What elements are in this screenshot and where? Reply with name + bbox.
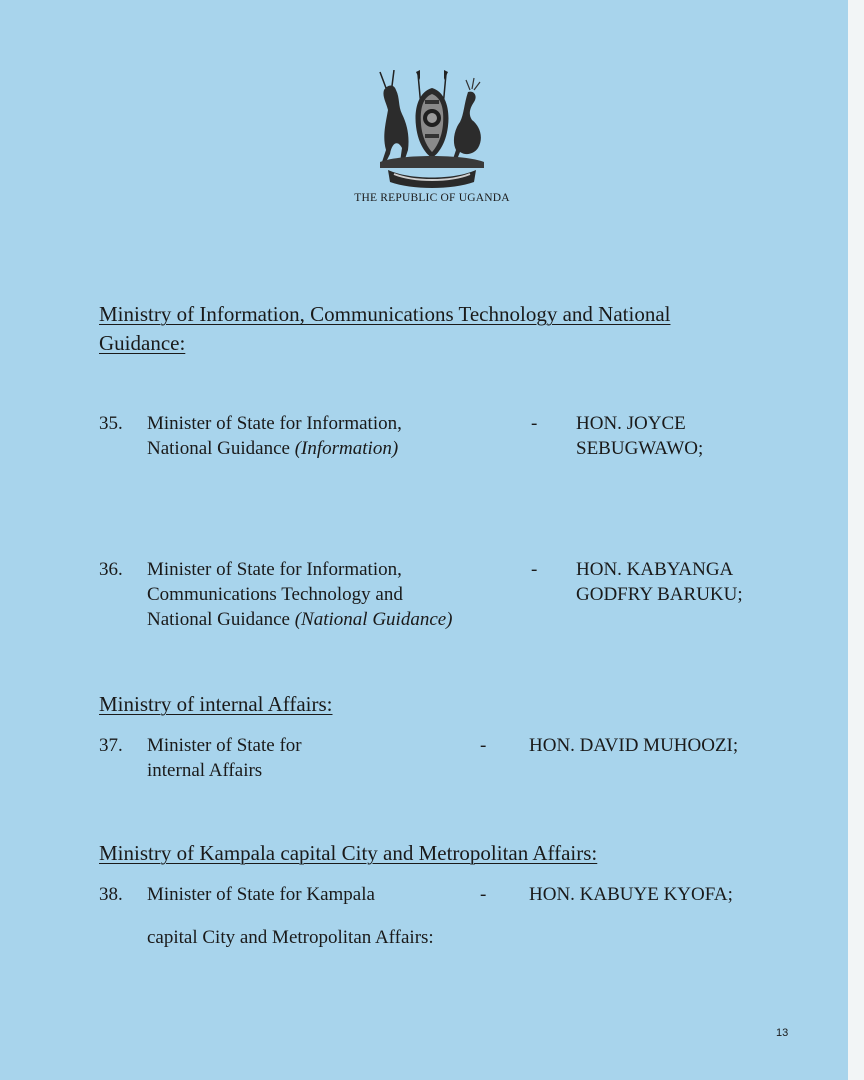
entry-title-italic: (Information): [294, 438, 399, 459]
entry-title-line: capital City and Metropolitan Affairs:: [147, 927, 434, 948]
entry-number: 36.: [99, 559, 123, 580]
entry-number: 35.: [99, 413, 123, 434]
page-edge: [848, 0, 864, 1080]
entry-number: 37.: [99, 735, 123, 756]
entry-title-line: Minister of State for Kampala: [147, 884, 375, 905]
entry-title-line: internal Affairs: [147, 760, 263, 781]
entry-holder: HON. JOYCE: [576, 413, 686, 434]
entry-holder: HON. KABYANGA: [576, 559, 734, 580]
section-heading-internal-affairs: Ministry of internal Affairs:: [99, 692, 333, 716]
entry-holder: HON. KABUYE KYOFA;: [529, 884, 733, 905]
entry-dash: -: [480, 735, 487, 756]
entry-title-line: Minister of State for Information,: [147, 413, 402, 434]
entry-title-line: Minister of State for: [147, 735, 302, 756]
page-number: 13: [776, 1027, 789, 1039]
section-heading-information-ministry: Ministry of Information, Communications Technology and National: [99, 302, 671, 326]
entry-title-italic: (National Guidance): [294, 609, 453, 630]
coat-of-arms-icon: [370, 70, 494, 188]
section-heading-kampala-affairs: Ministry of Kampala capital City and Metropolitan Affairs:: [99, 841, 598, 865]
section-heading-information-ministry-cont: Guidance:: [99, 331, 186, 355]
entry-title-line: Communications Technology and: [147, 584, 403, 605]
entry-holder: HON. DAVID MUHOOZI;: [529, 735, 739, 756]
entry-title-line: National Guidance (Information): [147, 438, 399, 459]
entry-dash: -: [480, 884, 487, 905]
entry-dash: -: [531, 413, 538, 434]
entry-number: 38.: [99, 884, 123, 905]
entry-holder: SEBUGWAWO;: [576, 438, 704, 459]
entry-title-line: National Guidance (National Guidance): [147, 609, 453, 630]
republic-label: THE REPUBLIC OF UGANDA: [354, 192, 510, 204]
entry-dash: -: [531, 559, 538, 580]
entry-title-line: Minister of State for Information,: [147, 559, 402, 580]
entry-holder: GODFRY BARUKU;: [576, 584, 743, 605]
